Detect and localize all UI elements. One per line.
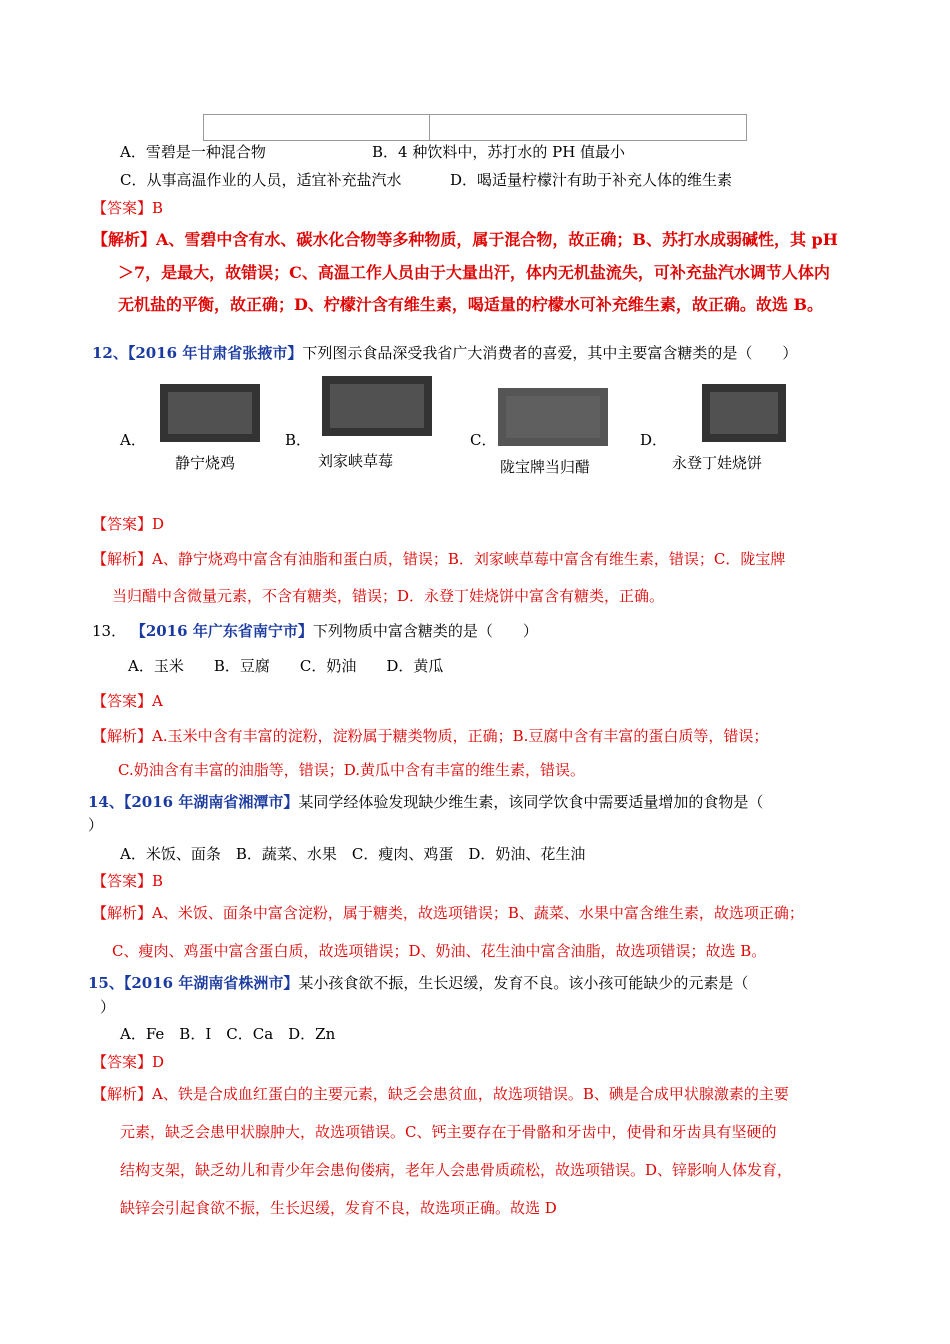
q11-analysis-2: ＞7，是最大，故错误；C、高温工作人员由于大量出汗，体内无机盐流失，可补充盐汽水调节人体内 bbox=[118, 263, 830, 282]
q15-analysis-4: 缺锌会引起食欲不振，生长迟缓，发育不良，故选项正确。故选 D bbox=[120, 1199, 557, 1217]
q12-caption-c: 陇宝牌当归醋 bbox=[500, 458, 591, 476]
roast-chicken-image bbox=[160, 384, 260, 442]
q13-answer: 【答案】A bbox=[92, 692, 163, 710]
q15-stem: 某小孩食欲不振，生长迟缓，发育不良。该小孩可能缺少的元素是（ bbox=[298, 974, 749, 992]
vinegar-box-image bbox=[498, 388, 608, 446]
q15-number: 15、 bbox=[88, 974, 124, 992]
q15-analysis-3: 结构支架，缺乏幼儿和青少年会患佝偻病，老年人会患骨质疏松，故选项错误。D、锌影响人体发育， bbox=[120, 1161, 793, 1179]
q14-analysis-1: 【解析】A、米饭、面条中富含淀粉，属于糖类，故选项错误；B、蔬菜、水果中富含维生素，故选项正确； bbox=[92, 904, 804, 922]
q15-answer: 【答案】D bbox=[92, 1053, 165, 1071]
q12-caption-a: 静宁烧鸡 bbox=[175, 454, 236, 472]
q15-options: A．Fe B．I C．Ca D．Zn bbox=[120, 1025, 336, 1043]
q13-options: A．玉米 B．豆腐 C．奶油 D．黄瓜 bbox=[128, 657, 444, 675]
q12-analysis-1: 【解析】A、静宁烧鸡中富含有油脂和蛋白质，错误；B．刘家峡草莓中富含有维生素，错误；C．陇宝牌 bbox=[92, 550, 786, 568]
q12-caption-d: 永登丁娃烧饼 bbox=[672, 454, 763, 472]
q14-source: 【2016 年湖南省湘潭市】 bbox=[123, 793, 299, 811]
q12-label-b: B． bbox=[285, 431, 312, 449]
q15-stem-end: ） bbox=[100, 998, 116, 1016]
q11-option-d: D．喝适量柠檬汁有助于补充人体的维生素 bbox=[450, 171, 733, 189]
q12-label-a: A． bbox=[120, 431, 146, 449]
q11-analysis-1: 【解析】A、雪碧中含有水、碳水化合物等多种物质，属于混合物，故正确；B、苏打水成弱碱性，其 pH bbox=[92, 230, 838, 249]
q14-stem-end: ） bbox=[88, 816, 104, 834]
q14-options: A．米饭、面条 B．蔬菜、水果 C．瘦肉、鸡蛋 D．奶油、花生油 bbox=[120, 845, 586, 863]
q14-number: 14、 bbox=[88, 793, 124, 811]
q12-answer: 【答案】D bbox=[92, 515, 165, 533]
q12-label-d: D． bbox=[640, 431, 668, 449]
q11-option-a: A．雪碧是一种混合物 bbox=[120, 143, 266, 161]
q14-analysis-2: C、瘦肉、鸡蛋中富含蛋白质，故选项错误；D、奶油、花生油中富含油脂，故选项错误；故选 B。 bbox=[112, 942, 767, 960]
q14-answer: 【答案】B bbox=[92, 872, 164, 890]
q14-stem: 某同学经体验发现缺少维生素，该同学饮食中需要适量增加的食物是（ bbox=[298, 793, 764, 811]
q12-label-c: C． bbox=[470, 431, 497, 449]
q12-stem: 下列图示食品深受我省广大消费者的喜爱，其中主要富含糖类的是（ ） bbox=[302, 344, 798, 362]
q13-source: 【2016 年广东省南宁市】 bbox=[130, 622, 313, 640]
q14-question bbox=[88, 792, 763, 812]
q12-question bbox=[92, 343, 797, 363]
q13-stem: 下列物质中富含糖类的是（ ） bbox=[312, 622, 538, 640]
q12-number: 12、 bbox=[92, 344, 128, 362]
q15-question bbox=[88, 973, 748, 993]
q13-analysis-1: 【解析】A.玉米中含有丰富的淀粉，淀粉属于糖类物质，正确；B.豆腐中含有丰富的蛋白质等，错误； bbox=[92, 727, 769, 745]
q13-number: 13． bbox=[92, 622, 127, 640]
q11-option-c: C．从事高温作业的人员，适宜补充盐汽水 bbox=[120, 171, 402, 189]
data-table-fragment bbox=[203, 114, 747, 141]
q13-question bbox=[92, 621, 538, 641]
q13-analysis-2: C.奶油含有丰富的油脂等，错误；D.黄瓜中含有丰富的维生素，错误。 bbox=[118, 761, 585, 779]
q15-source: 【2016 年湖南省株洲市】 bbox=[123, 974, 299, 992]
q12-caption-b: 刘家峡草莓 bbox=[318, 452, 394, 470]
q12-analysis-2: 当归醋中含微量元素，不含有糖类，错误；D．永登丁娃烧饼中富含有糖类，正确。 bbox=[112, 587, 665, 605]
q12-source: 【2016 年甘肃省张掖市】 bbox=[127, 344, 303, 362]
q15-analysis-2: 元素，缺乏会患甲状腺肿大，故选项错误。C、钙主要存在于骨骼和牙齿中，使骨和牙齿具有坚硬的 bbox=[120, 1123, 777, 1141]
q11-answer: 【答案】B bbox=[92, 199, 164, 217]
q11-option-b: B．4 种饮料中，苏打水的 PH 值最小 bbox=[372, 143, 626, 161]
baked-bread-image bbox=[702, 384, 786, 442]
q15-analysis-1: 【解析】A、铁是合成血红蛋白的主要元素，缺乏会患贫血，故选项错误。B、碘是合成甲状腺激素的主要 bbox=[92, 1085, 789, 1103]
strawberry-image bbox=[322, 376, 432, 436]
q11-analysis-3: 无机盐的平衡，故正确；D、柠檬汁含有维生素，喝适量的柠檬水可补充维生素，故正确。故选 B。 bbox=[118, 295, 823, 314]
